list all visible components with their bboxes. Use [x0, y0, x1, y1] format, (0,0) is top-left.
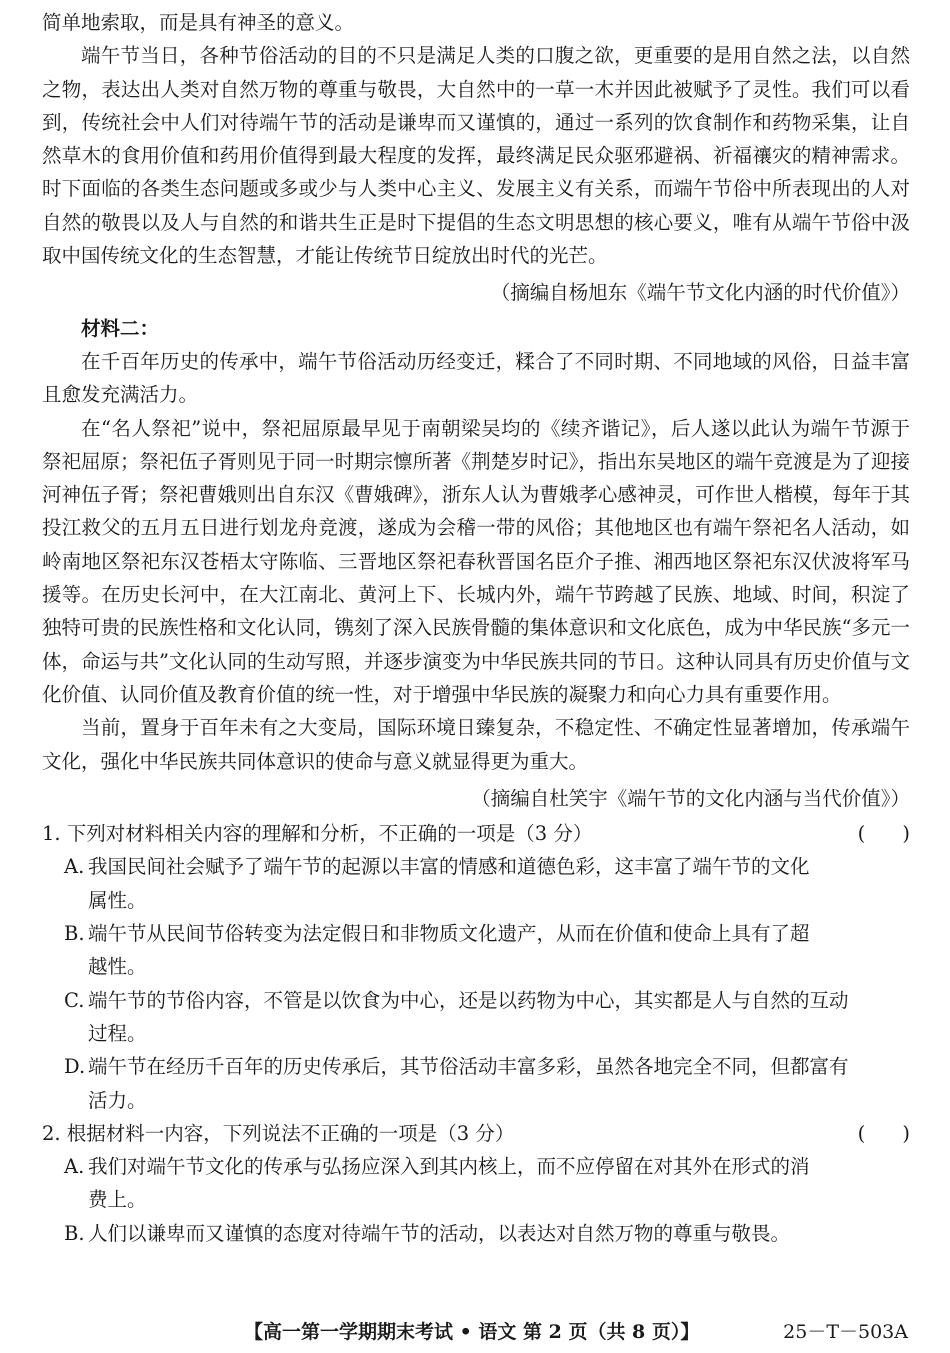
question-1-option-a — [42, 850, 910, 917]
material-2-heading: 材料二： — [81, 316, 160, 340]
answer-blank-1: ( ) — [857, 822, 910, 846]
question-1-option-b — [42, 917, 910, 984]
source-citation-2: （摘编自杜笑宇《端午节的文化内涵与当代价值》） — [471, 786, 910, 810]
option-letter: D. — [64, 1055, 86, 1079]
answer-blank-2: ( ) — [857, 1121, 910, 1145]
option-text: 端午节在经历千百年的历史传承后，其节俗活动丰富多彩，虽然各地完全不同，但都富有 — [88, 1055, 849, 1079]
footer-exam-title: 【高一第一学期期末考试 • 语文 第 2 页（共 8 页）】 — [244, 1321, 700, 1343]
paragraph-material-2-intro: 在千百年历史的传承中，端午节俗活动历经变迁，糅合了不同时期、不同地域的风俗，日益丰富且愈发充满活力。 — [42, 349, 910, 407]
paragraph-material-2-body: 在“名人祭祀”说中，祭祀屈原最早见于南朝梁吴均的《续齐谐记》，后人遂以此认为端午节源于祭祀屈原；祭祀伍子胥则见于同一时期宗懔所著《荆楚岁时记》，指出东吴地区的端午竞渡是为了迎接河神伍子胥；祭祀曹娥则出自东汉《曹娥碑》，浙东人认为曹娥孝心感神灵，可作世人楷模，每年于其投江救父的五月五日进行划龙舟竞渡，遂成为会稽一带的风俗；其他地区也有端午祭祀名人活动，如岭南地区祭祀东汉苍梧太守陈临、三晋地区祭祀春秋晋国名臣介子推、湘西地区祭祀东汉伏波将军马援等。在历史长河中，在大江南北、黄河上下、长城内外，端午节跨越了民族、地域、时间，积淀了独特可贵的民族性格和文化认同，镌刻了深入民族骨髓的集体意识和文化底色，成为中华民族“多元一体，命运与共”文化认同的生动写照，并逐步演变为中华民族共同的节日。这种认同具有历史价值与文化价值、认同价值及教育价值的统一性，对于增强中华民族的凝聚力和向心力具有重要作用。 — [42, 416, 910, 706]
option-letter: B. — [64, 922, 85, 946]
option-text-continued: 越性。 — [88, 955, 147, 979]
question-1-text: 1. 下列对材料相关内容的理解和分析，不正确的一项是（3 分） — [42, 822, 593, 846]
option-letter: B. — [64, 1221, 85, 1245]
option-text: 端午节从民间节俗转变为法定假日和非物质文化遗产，从而在价值和使命上具有了超 — [88, 922, 810, 946]
question-2-stem — [42, 1117, 910, 1150]
option-text-continued: 过程。 — [88, 1021, 147, 1045]
page-footer — [0, 1317, 950, 1347]
option-text: 我国民间社会赋予了端午节的起源以丰富的情感和道德色彩，这丰富了端午节的文化 — [88, 855, 810, 879]
paragraph-material-2-end: 当前，置身于百年未有之大变局，国际环境日臻复杂，不稳定性、不确定性显著增加，传承端午文化，强化中华民族共同体意识的使命与意义就显得更为重大。 — [42, 716, 910, 773]
option-text: 我们对端午节文化的传承与弘扬应深入到其内核上，而不应停留在对其外在形式的消 — [88, 1155, 810, 1179]
paragraph-material-1-end: 端午节当日，各种节俗活动的目的不只是满足人类的口腹之欲，更重要的是用自然之法，以自然之物，表达出人类对自然万物的尊重与敬畏，大自然中的一草一木并因此被赋予了灵性。我们可以看到，传统社会中人们对待端午节的活动是谦卑而又谨慎的，通过一系列的饮食制作和药物采集，让自然草木的食用价值和药用价值得到最大程度的发挥，最终满足民众驱邪避祸、祈福禳灾的精神需求。时下面临的各类生态问题或多或少与人类中心主义、发展主义有关系，而端午节俗中所表现出的人对自然的敬畏以及人与自然的和谐共生正是时下提倡的生态文明思想的核心要义，唯有从端午节俗中汲取中国传统文化的生态智慧，才能让传统节日绽放出时代的光芒。 — [42, 44, 910, 268]
source-citation-1: （摘编自杨旭东《端午节文化内涵的时代价值》） — [490, 281, 910, 305]
footer-paper-code: 25－T－503A — [783, 1321, 908, 1343]
option-text-continued: 属性。 — [88, 888, 147, 912]
question-2-text: 2. 根据材料一内容，下列说法不正确的一项是（3 分） — [42, 1121, 515, 1145]
option-text-continued: 活力。 — [88, 1088, 147, 1112]
question-1-option-c — [42, 984, 910, 1051]
question-1-stem — [42, 817, 910, 850]
option-letter: C. — [64, 988, 85, 1012]
option-text: 人们以谦卑而又谨慎的态度对待端午节的活动，以表达对自然万物的尊重与敬畏。 — [88, 1221, 791, 1245]
option-letter: A. — [64, 855, 85, 879]
option-letter: A. — [64, 1155, 85, 1179]
paragraph-continued: 简单地索取，而是具有神圣的意义。 — [42, 11, 355, 34]
question-1-option-d — [42, 1050, 910, 1117]
question-2-option-b — [42, 1217, 910, 1250]
option-text-continued: 费上。 — [88, 1188, 147, 1212]
option-text: 端午节的节俗内容，不管是以饮食为中心，还是以药物为中心，其实都是人与自然的互动 — [88, 988, 849, 1012]
page-content — [42, 6, 910, 1250]
question-2-option-a — [42, 1150, 910, 1217]
